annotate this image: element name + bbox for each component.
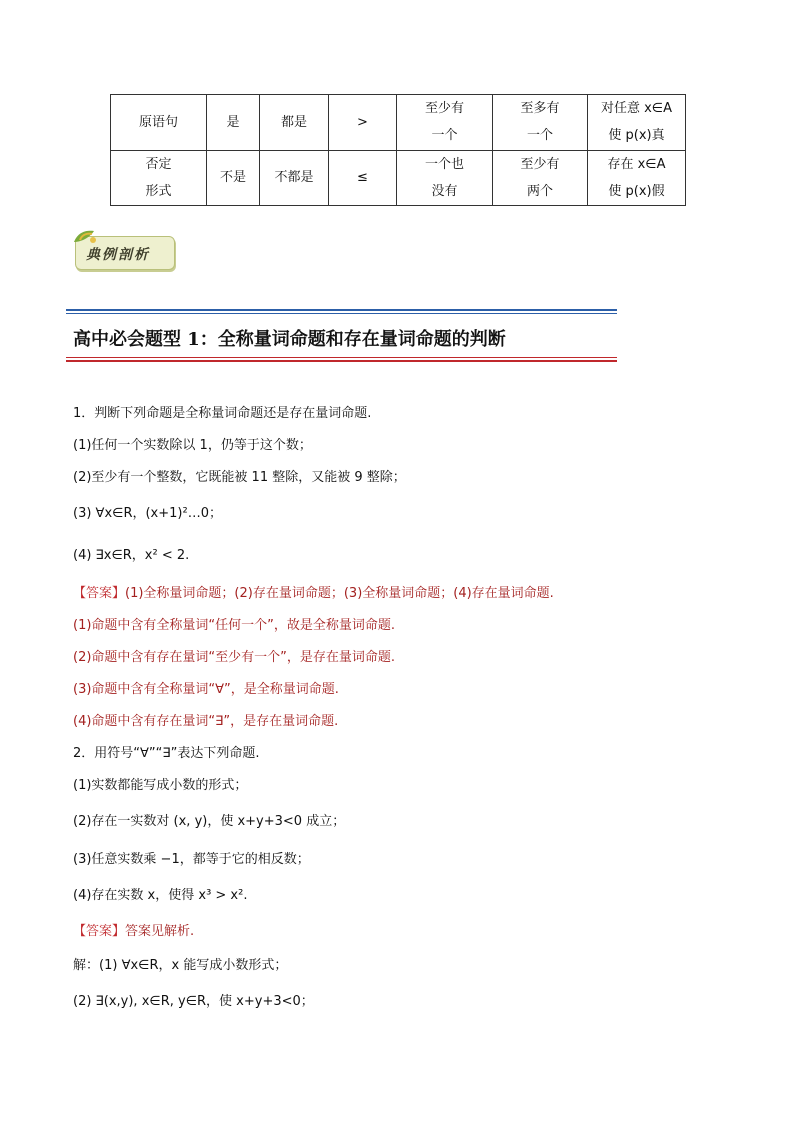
question-item: (4)存在实数 x，使得 x³ > x².: [73, 888, 248, 903]
solution-prefix: 解：: [73, 958, 100, 973]
explanation-line: (1)命题中含有全称量词“任何一个”，故是全称量词命题.: [73, 618, 396, 633]
divider: [66, 313, 617, 314]
solution-line: (2) ∃(x,y), x∈R, y∈R，使 x+y+3<0；: [73, 994, 314, 1009]
table-cell: ≤: [329, 150, 397, 206]
table-cell: >: [329, 95, 397, 151]
explanation-line: (2)命题中含有存在量词“至少有一个”，是存在量词命题.: [73, 650, 396, 665]
question-stem: 2．用符号“∀”“∃”表达下列命题.: [73, 746, 260, 761]
solution-text: (1) ∀x∈R，x 能写成小数形式；: [99, 958, 288, 973]
explanation-line: (3)命题中含有全称量词“∀”，是全称量词命题.: [73, 682, 339, 697]
table-cell: 都是: [260, 95, 329, 151]
table-row: [111, 95, 686, 151]
badge-label: 典例剖析: [86, 247, 150, 263]
question-item: (3) ∀x∈R，(x+1)²…0；: [73, 506, 222, 521]
divider: [66, 360, 617, 362]
question-item: (1)实数都能写成小数的形式；: [73, 778, 248, 793]
solution-line: [73, 954, 287, 973]
divider: [66, 357, 617, 358]
question-item: (1)任何一个实数除以 1，仍等于这个数；: [73, 438, 312, 453]
section-title: 高中必会题型 1：全称量词命题和存在量词命题的判断: [73, 329, 506, 350]
question-item: (2)至少有一个整数，它既能被 11 整除，又能被 9 整除；: [73, 470, 406, 485]
table-cell: 一个也 没有: [397, 150, 493, 206]
explanation-line: (4)命题中含有存在量词“∃”，是存在量词命题.: [73, 714, 339, 729]
question-item: (2)存在一实数对 (x, y)，使 x+y+3<0 成立；: [73, 814, 346, 829]
table-cell: 是: [207, 95, 260, 151]
table-cell: 对任意 x∈A 使 p(x)真: [588, 95, 686, 151]
table-row: [111, 150, 686, 206]
answer-line: [73, 920, 194, 939]
divider: [66, 309, 617, 311]
question-item: (4) ∃x∈R，x² < 2.: [73, 548, 190, 563]
answer-tag: 【答案】: [73, 586, 126, 601]
question-item: (3)任意实数乘 −1，都等于它的相反数；: [73, 852, 310, 867]
answer-text: (1)全称量词命题；(2)存在量词命题；(3)全称量词命题；(4)存在量词命题.: [125, 586, 554, 601]
table-cell: 不是: [207, 150, 260, 206]
table-cell: 至少有 一个: [397, 95, 493, 151]
table-cell: 不都是: [260, 150, 329, 206]
answer-line: [73, 582, 554, 601]
negation-table: [110, 94, 686, 206]
table-cell: 否定 形式: [111, 150, 207, 206]
question-stem: 1．判断下列命题是全称量词命题还是存在量词命题.: [73, 406, 372, 421]
section-badge: [75, 236, 175, 270]
answer-text: 答案见解析.: [125, 924, 195, 939]
table-cell: 至多有 一个: [493, 95, 588, 151]
table-cell: 至少有 两个: [493, 150, 588, 206]
table-cell: 存在 x∈A 使 p(x)假: [588, 150, 686, 206]
table-cell: 原语句: [111, 95, 207, 151]
answer-tag: 【答案】: [73, 924, 126, 939]
